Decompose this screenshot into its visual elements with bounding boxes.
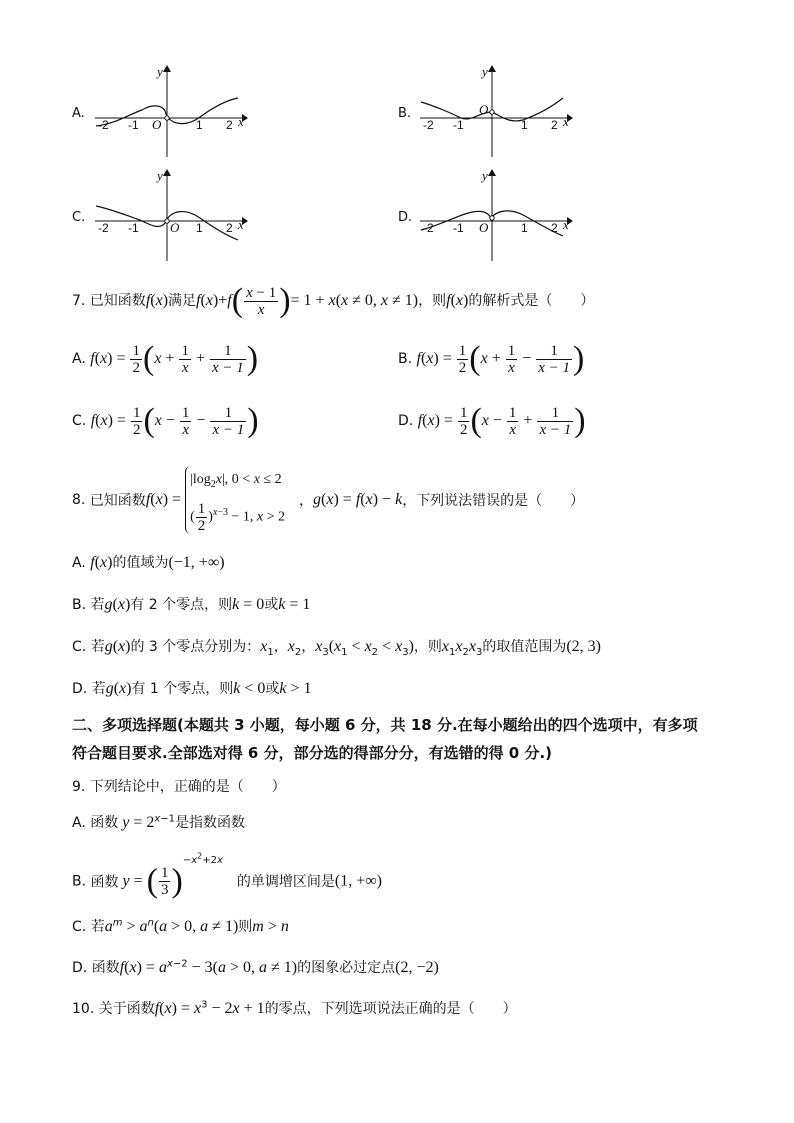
graph-c-tick-2: 2 — [226, 221, 233, 235]
graph-a — [90, 62, 250, 158]
graph-b-label: B. — [398, 106, 412, 121]
graph-c-tick-neg2: -2 — [98, 221, 109, 235]
q9-option-b[interactable]: B. 函数 y = ( $\frac{1}{3}$ )$^{-x^2+2x}$的单调增区间是(1, +∞) — [72, 852, 382, 900]
q8-option-a[interactable]: A. f(x)的值域为(−1, +∞) — [72, 554, 225, 571]
graph-a-label: A. — [72, 106, 85, 121]
graph-b-tick-1: 1 — [521, 118, 528, 132]
graph-d-yvar: y — [482, 168, 488, 183]
graph-c-tick-neg1: -1 — [128, 221, 139, 235]
graph-b-tick-neg2: -2 — [423, 118, 434, 132]
graph-a-tick-neg1: -1 — [128, 118, 139, 132]
graph-c-label: C. — [72, 210, 86, 225]
graph-c-yvar: y — [157, 168, 163, 183]
graph-d-xvar: x — [563, 217, 569, 232]
graph-a-origin: O — [152, 117, 162, 132]
q8-option-b[interactable]: B. 若g(x)有 2 个零点，则k = 0或k = 1 — [72, 596, 311, 613]
q7-stem: 7. 已知函数f(x)满足f(x)+f( $\frac{x - 1}{x}$ )= 1 + x(x ≠ 0, x ≠ 1)，则f(x)的解析式是（ ） — [72, 282, 595, 319]
q9-stem: 9. 下列结论中，正确的是（ ） — [72, 779, 286, 795]
graph-a-tick-2: 2 — [226, 118, 233, 132]
graph-c-xvar: x — [238, 217, 244, 232]
q9-option-a[interactable]: A. 函数 $y = 2^{x-1}$是指数函数 — [72, 813, 246, 831]
q8-option-d[interactable]: D. 若g(x)有 1 个零点，则k < 0或k > 1 — [72, 680, 312, 697]
q7-option-b[interactable]: B. f(x) = $\frac{1}{2}$ (x + $\frac{1}{x}$ − $\frac{1}{x - 1}$ ) — [398, 340, 585, 377]
graph-b-yvar: y — [482, 64, 488, 79]
q10-stem: 10. 关于函数$f(x) = x^3 - 2x + 1$的零点，下列选项说法正确的是（ ） — [72, 999, 517, 1017]
graph-a-tick-1: 1 — [196, 118, 203, 132]
q8-stem: 8. 已知函数f(x) = $|\log_2x|$, 0 < x ≤ 2 ( $\frac{1}{2}$ )$^{x-3}$ − 1, x > 2 ，g(x) = f(x) − k，下列说法错误的是（ ） — [72, 466, 584, 534]
graph-c — [90, 166, 250, 262]
graph-b — [415, 62, 575, 158]
q7-option-d[interactable]: D. f(x) = $\frac{1}{2}$ (x − $\frac{1}{x}$ + $\frac{1}{x - 1}$ ) — [398, 402, 586, 439]
graph-a-xvar: x — [238, 114, 244, 129]
graph-d-tick-1: 1 — [521, 221, 528, 235]
graph-c-tick-1: 1 — [196, 221, 203, 235]
q9-option-c[interactable]: C. 若$a^m > a^n(a > 0$, a ≠ 1)则m > n — [72, 917, 289, 935]
graph-a-yvar: y — [157, 64, 163, 79]
section2-heading-line1: 二、多项选择题(本题共 3 小题，每小题 6 分，共 18 分.在每小题给出的四个选项中，有多项 — [72, 716, 698, 734]
q8-option-c[interactable]: C. 若g(x)的 3 个零点分别为：$x_1$，$x_2$，$x_3(x_1 < x_2 < x_3)$，则$x_1x_2x_3$的取值范围为(2, 3) — [72, 638, 601, 658]
graph-b-tick-2: 2 — [551, 118, 558, 132]
graph-d — [415, 166, 575, 262]
graph-d-tick-neg2: -2 — [423, 221, 434, 235]
q7-option-c[interactable]: C. f(x) = $\frac{1}{2}$ (x − $\frac{1}{x}$ − $\frac{1}{x - 1}$ ) — [72, 402, 259, 439]
graph-d-tick-2: 2 — [551, 221, 558, 235]
graph-a-tick-neg2: -2 — [98, 118, 109, 132]
graph-d-origin: O — [479, 220, 489, 235]
graph-b-xvar: x — [563, 114, 569, 129]
graph-b-tick-neg1: -1 — [453, 118, 464, 132]
graph-d-label: D. — [398, 210, 413, 225]
q9-option-d[interactable]: D. 函数$f(x) = a^{x-2} - 3(a > 0$, a ≠ 1)的图象必过定点(2, −2) — [72, 958, 439, 976]
q7-option-a[interactable]: A. f(x) = $\frac{1}{2}$ (x + $\frac{1}{x}$ + $\frac{1}{x - 1}$ ) — [72, 340, 259, 377]
graph-d-tick-neg1: -1 — [453, 221, 464, 235]
section2-heading-line2: 符合题目要求.全部选对得 6 分，部分选的得部分分，有选错的得 0 分.) — [72, 744, 553, 762]
graph-b-origin: O — [479, 102, 489, 117]
graph-c-origin: O — [170, 220, 180, 235]
